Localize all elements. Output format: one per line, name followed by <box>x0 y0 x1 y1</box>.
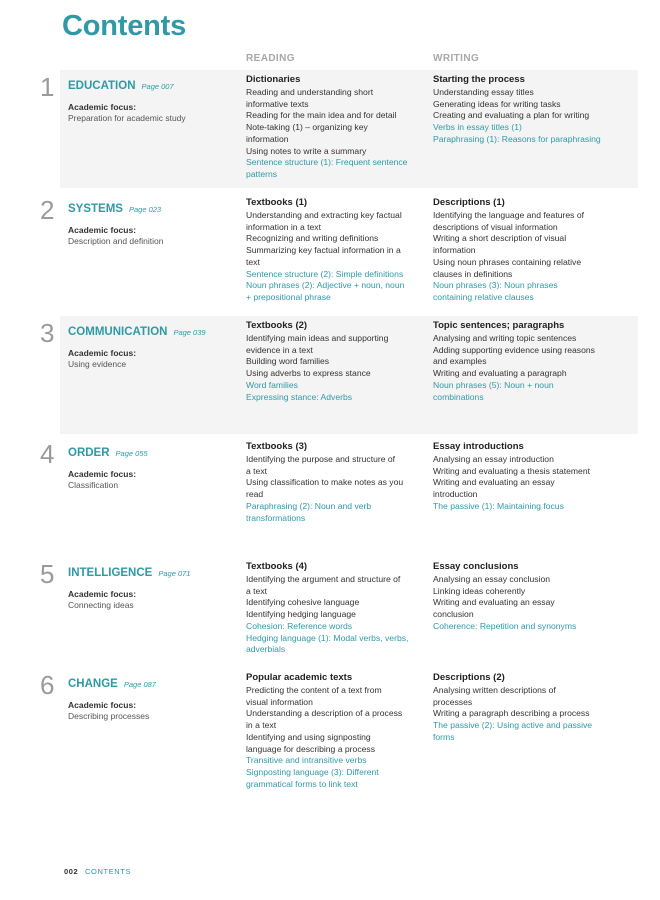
writing-line: Paraphrasing (1): Reasons for paraphrasing <box>433 133 601 144</box>
page-title: Contents <box>62 10 187 42</box>
writing-line: Adding supporting evidence using reasons <box>433 344 595 355</box>
writing-line: introduction <box>433 489 478 500</box>
footer-page-number: 002 <box>64 867 79 876</box>
academic-focus-text: Preparation for academic study <box>68 113 186 123</box>
reading-title: Textbooks (2) <box>246 320 308 331</box>
writing-column <box>433 441 611 513</box>
reading-line: Recognizing and writing definitions <box>246 233 379 244</box>
academic-focus-label: Academic focus: <box>68 225 137 235</box>
unit-page-ref[interactable]: Page 071 <box>158 569 191 578</box>
unit-page-ref[interactable]: Page 055 <box>115 449 148 458</box>
unit-name[interactable]: CHANGE <box>68 678 118 690</box>
unit-row <box>0 437 660 552</box>
unit-meta <box>68 563 238 610</box>
reading-line: Sentence structure (1): Frequent sentence <box>246 157 408 168</box>
reading-line: Note-taking (1) – organizing key <box>246 122 368 133</box>
unit-page-ref[interactable]: Page 039 <box>173 328 206 337</box>
unit-page-ref[interactable]: Page 023 <box>128 205 162 214</box>
reading-line: Identifying main ideas and supporting <box>246 333 389 343</box>
writing-line: The passive (1): Maintaining focus <box>433 500 564 511</box>
reading-line: Identifying the purpose and structure of <box>246 454 396 464</box>
writing-line: Understanding essay titles <box>433 87 534 97</box>
unit-row <box>0 193 660 311</box>
unit-page-ref[interactable]: Page 087 <box>123 680 156 689</box>
reading-line: informative texts <box>246 98 309 109</box>
writing-line: clauses in definitions <box>433 268 513 279</box>
writing-line: processes <box>433 696 473 707</box>
reading-line: Reading and understanding short <box>246 87 374 97</box>
reading-line: Hedging language (1): Modal verbs, verbs, <box>246 632 409 643</box>
reading-line: read <box>246 489 264 500</box>
academic-focus-text: Connecting ideas <box>68 600 134 610</box>
unit-meta <box>68 674 238 721</box>
unit-number: 4 <box>40 439 55 469</box>
academic-focus-text: Describing processes <box>68 711 150 721</box>
reading-line: Understanding and extracting key factual <box>246 210 402 220</box>
reading-column <box>246 441 424 524</box>
writing-line: information <box>433 245 476 256</box>
writing-line: Analysing written descriptions of <box>433 685 556 695</box>
writing-line: Analysing an essay introduction <box>433 454 554 464</box>
academic-focus-label: Academic focus: <box>68 348 137 358</box>
academic-focus-text: Using evidence <box>68 359 127 369</box>
reading-line: Cohesion: Reference words <box>246 620 353 631</box>
unit-meta <box>68 322 238 369</box>
reading-line: Using classification to make notes as you <box>246 477 404 488</box>
unit-meta <box>68 443 238 490</box>
unit-page-ref[interactable]: Page 007 <box>141 82 174 91</box>
unit-name[interactable]: ORDER <box>68 447 110 459</box>
reading-line: + prepositional phrase <box>246 291 331 302</box>
reading-title: Dictionaries <box>246 74 301 85</box>
academic-focus-text: Description and definition <box>68 236 164 246</box>
unit-number: 2 <box>40 195 55 225</box>
unit-number: 3 <box>40 318 55 348</box>
writing-line: conclusion <box>433 609 474 620</box>
writing-line: Noun phrases (3): Noun phrases <box>433 280 558 291</box>
reading-line: Noun phrases (2): Adjective + noun, noun <box>246 280 405 291</box>
writing-title: Topic sentences; paragraphs <box>433 320 565 331</box>
writing-line: Analysing and writing topic sentences <box>433 333 577 343</box>
writing-title: Descriptions (2) <box>433 672 505 683</box>
writing-line: Creating and evaluating a plan for writing <box>433 110 590 121</box>
reading-line: Predicting the content of a text from <box>246 685 382 695</box>
academic-focus-label: Academic focus: <box>68 589 137 599</box>
writing-line: Coherence: Repetition and synonyms <box>433 620 577 631</box>
writing-column-header: WRITING <box>433 53 480 64</box>
reading-title: Textbooks (1) <box>246 197 308 208</box>
unit-row <box>0 70 660 188</box>
reading-line: Identifying hedging language <box>246 609 356 620</box>
reading-line: Identifying cohesive language <box>246 597 360 608</box>
writing-column <box>433 672 611 744</box>
reading-line: transformations <box>246 512 306 523</box>
writing-title: Starting the process <box>433 74 525 85</box>
writing-line: Using noun phrases containing relative <box>433 256 582 267</box>
writing-column <box>433 197 611 304</box>
writing-column <box>433 74 611 146</box>
writing-line: forms <box>433 731 455 742</box>
writing-line: Writing a paragraph describing a process <box>433 708 590 719</box>
writing-line: Analysing an essay conclusion <box>433 574 551 584</box>
footer-label: CONTENTS <box>85 867 132 876</box>
writing-line: The passive (2): Using active and passive <box>433 720 593 731</box>
reading-column <box>246 320 424 403</box>
reading-line: Transitive and intransitive verbs <box>246 755 367 766</box>
writing-column <box>433 561 611 633</box>
reading-line: Expressing stance: Adverbs <box>246 391 353 402</box>
reading-title: Popular academic texts <box>246 672 353 683</box>
reading-column <box>246 672 424 790</box>
reading-line: text <box>246 256 260 267</box>
writing-line: Writing and evaluating an essay <box>433 597 555 608</box>
reading-column <box>246 74 424 181</box>
reading-line: in a text <box>246 720 277 731</box>
reading-line: Using adverbs to express stance <box>246 368 371 379</box>
writing-line: descriptions of visual information <box>433 221 558 232</box>
reading-line: Sentence structure (2): Simple definitions <box>246 268 404 279</box>
writing-title: Essay conclusions <box>433 561 519 572</box>
unit-number: 6 <box>40 670 55 700</box>
reading-line: Building word families <box>246 356 330 367</box>
writing-title: Descriptions (1) <box>433 197 505 208</box>
writing-line: Writing and evaluating a thesis statement <box>433 465 591 476</box>
unit-row <box>0 668 660 808</box>
reading-line: language for describing a process <box>246 743 375 754</box>
unit-name[interactable]: SYSTEMS <box>68 203 123 215</box>
reading-line: Understanding a description of a process <box>246 708 403 719</box>
writing-line: Noun phrases (5): Noun + noun <box>433 379 554 390</box>
reading-line: Identifying the argument and structure of <box>246 574 401 584</box>
academic-focus-label: Academic focus: <box>68 700 137 710</box>
reading-line: information in a text <box>246 221 321 232</box>
unit-name[interactable]: EDUCATION <box>68 80 136 92</box>
writing-column <box>433 320 611 403</box>
unit-number: 5 <box>40 559 55 589</box>
unit-meta <box>68 76 238 123</box>
reading-line: Using notes to write a summary <box>246 145 367 156</box>
unit-number: 1 <box>40 72 55 102</box>
writing-line: Generating ideas for writing tasks <box>433 98 561 109</box>
unit-row <box>0 557 660 665</box>
unit-row <box>0 316 660 434</box>
writing-line: Identifying the language and features of <box>433 210 584 220</box>
academic-focus-label: Academic focus: <box>68 102 137 112</box>
reading-line: adverbials <box>246 644 286 655</box>
reading-line: patterns <box>246 168 278 179</box>
reading-line: evidence in a text <box>246 344 313 355</box>
writing-line: Writing and evaluating an essay <box>433 477 555 488</box>
reading-line: Word families <box>246 379 298 390</box>
reading-line: grammatical forms to link text <box>246 778 358 789</box>
unit-name[interactable]: COMMUNICATION <box>68 326 168 338</box>
writing-line: Writing and evaluating a paragraph <box>433 368 567 379</box>
reading-title: Textbooks (4) <box>246 561 308 572</box>
page-footer <box>64 867 131 876</box>
writing-line: Verbs in essay titles (1) <box>433 122 522 133</box>
writing-line: Linking ideas coherently <box>433 585 526 596</box>
reading-column <box>246 561 424 656</box>
academic-focus-text: Classification <box>68 480 119 490</box>
reading-line: Identifying and using signposting <box>246 731 371 742</box>
writing-line: Writing a short description of visual <box>433 233 567 244</box>
writing-line: and examples <box>433 356 487 367</box>
reading-column-header: READING <box>246 53 295 64</box>
reading-column <box>246 197 424 304</box>
reading-line: information <box>246 133 289 144</box>
writing-title: Essay introductions <box>433 441 524 452</box>
reading-line: Paraphrasing (2): Noun and verb <box>246 500 372 511</box>
reading-line: a text <box>246 585 268 596</box>
reading-line: Signposting language (3): Different <box>246 766 379 777</box>
reading-line: a text <box>246 465 268 476</box>
reading-line: Reading for the main idea and for detail <box>246 110 397 121</box>
reading-title: Textbooks (3) <box>246 441 308 452</box>
writing-line: containing relative clauses <box>433 291 534 302</box>
unit-name[interactable]: INTELLIGENCE <box>68 567 153 579</box>
writing-line: combinations <box>433 391 484 402</box>
reading-line: visual information <box>246 696 313 707</box>
reading-line: Summarizing key factual information in a <box>246 245 401 256</box>
unit-meta <box>68 199 238 246</box>
academic-focus-label: Academic focus: <box>68 469 137 479</box>
